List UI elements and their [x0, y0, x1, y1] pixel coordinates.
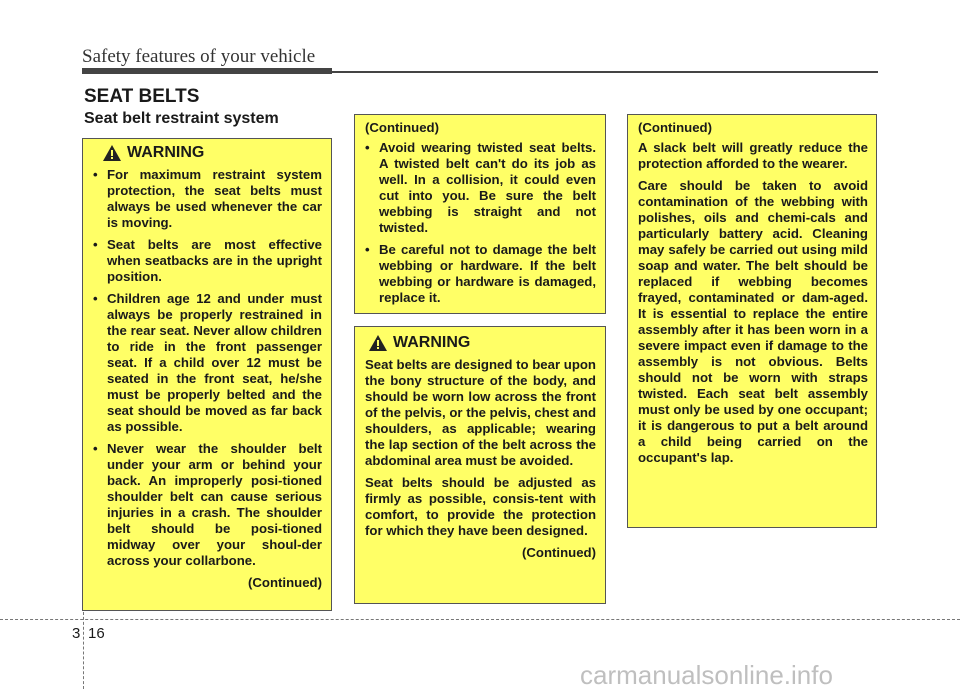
list-item: • Avoid wearing twisted seat belts. A twisted belt can't do its job as well. In a collision, it could even cut into you. Be sure the belt webbing is straight and not twisted. [365, 140, 596, 236]
page-number: 16 [88, 625, 105, 642]
warning-triangle-icon [369, 335, 387, 351]
list-item: • Never wear the shoulder belt under your arm or behind your back. An improperly posi-tioned shoulder belt can cause serious injuries in a crash. The shoulder belt should be posi-tioned midway over your shoul-der across your collarbone. [93, 441, 322, 569]
list-item: • Seat belts are most effective when seatbacks are in the upright position. [93, 237, 322, 285]
paragraph: Seat belts are designed to bear upon the bony structure of the body, and should be worn low across the front of the pelvis, or the pelvis, chest and shoulders, as applicable; wearing the lap section of the belt across the abdominal area must be avoided. [365, 357, 596, 468]
section-title: SEAT BELTS [84, 86, 200, 107]
footer-rule [0, 619, 960, 620]
continued-box [354, 114, 606, 314]
chapter-number: 3 [72, 625, 81, 642]
header-title: Safety features of your vehicle [82, 46, 316, 67]
warning-heading [103, 145, 322, 161]
footer-divider [83, 612, 84, 689]
header-bar [82, 68, 332, 74]
continued-label: (Continued) [248, 575, 322, 590]
list-item: • Children age 12 and under must always be properly restrained in the rear seat. Never allow children to ride in the front passenger seat. If a child over 12 must be seated in the front seat, he/she must be properly belted and the seat should be moved as far back as possible. [93, 291, 322, 435]
warning-list [93, 167, 322, 569]
continued-box-2 [627, 114, 877, 528]
list-item: • For maximum restraint system protection, the seat belts must always be used whenever the car is moving. [93, 167, 322, 231]
continued-heading: (Continued) [638, 120, 712, 135]
paragraph: A slack belt will greatly reduce the protection afforded to the wearer. [638, 140, 868, 171]
warning-heading-label: WARNING [393, 334, 471, 351]
warning-box-2 [354, 326, 606, 604]
list-item: • Be careful not to damage the belt webbing or hardware. If the belt webbing or hardware is damaged, replace it. [365, 242, 596, 306]
continued-list [365, 140, 596, 306]
watermark: carmanualsonline.info [580, 660, 833, 690]
warning-heading [369, 335, 596, 351]
paragraph: Care should be taken to avoid contamination of the webbing with polishes, oils and chemi-cals and particularly battery acid. Cleaning may safely be carried out using mild soap and water. The belt should be replaced if webbing becomes frayed, contaminated or dam-aged. It is essential to replace the entire assembly after it has been worn in a severe impact even if damage to the assembly is not obvious. Belts should not be worn with straps twisted. Each seat belt assembly must only be used by one occupant; it is dangerous to put a belt around a child being carried on the occupant's lap. [638, 178, 868, 465]
section-subtitle: Seat belt restraint system [84, 110, 279, 127]
paragraph: Seat belts should be adjusted as firmly as possible, consis-tent with comfort, to provide the protection for which they have been designed. [365, 475, 596, 538]
continued-heading: (Continued) [365, 120, 439, 135]
warning-box-1 [82, 138, 332, 611]
continued-label: (Continued) [522, 545, 596, 560]
warning-heading-label: WARNING [127, 144, 205, 161]
warning-triangle-icon [103, 145, 121, 161]
header-rule [332, 71, 878, 73]
